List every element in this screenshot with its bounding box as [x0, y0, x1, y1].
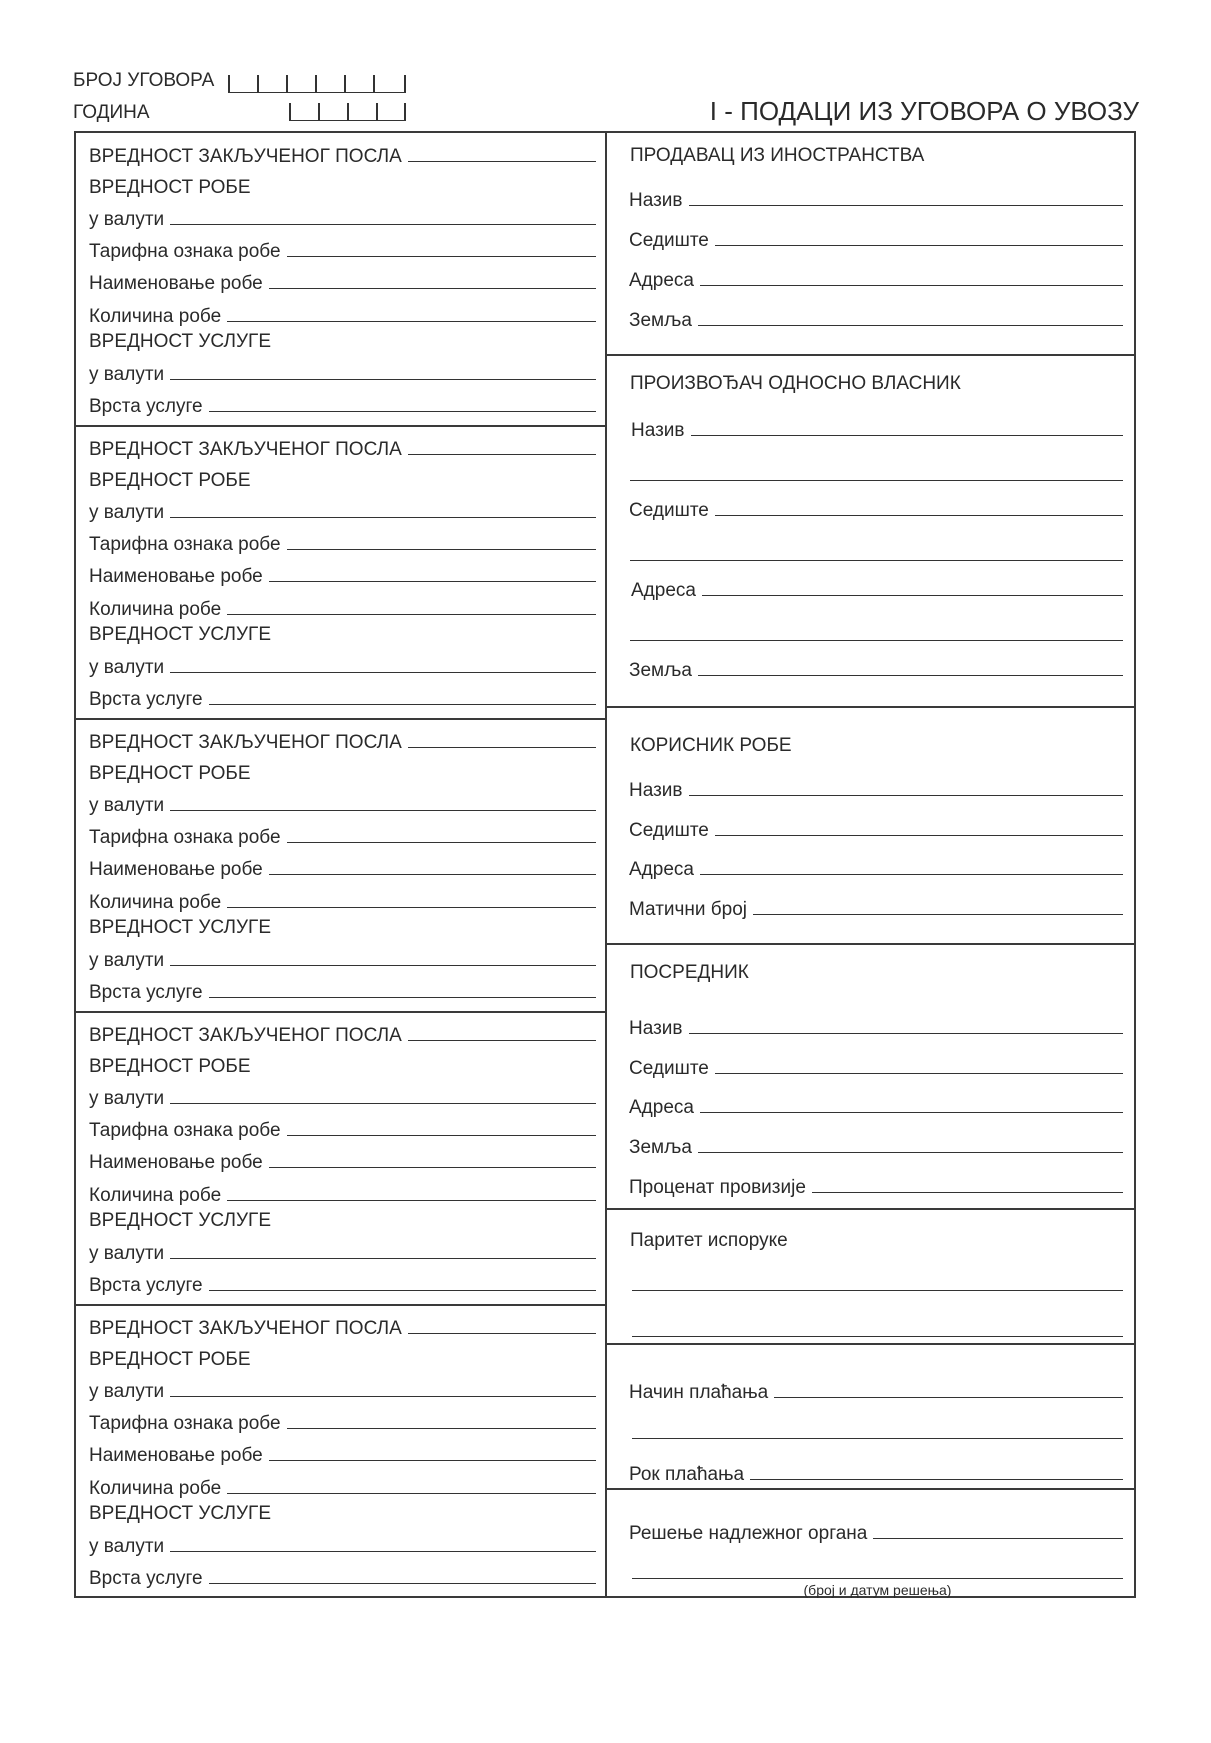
service-value-heading: ВРЕДНОСТ УСЛУГЕ: [89, 331, 272, 352]
delivery-parity-line-1[interactable]: [632, 1290, 1123, 1291]
service-currency-field[interactable]: у валути: [89, 1243, 596, 1265]
block-separator: [74, 1011, 606, 1013]
authority-decision-line-2[interactable]: [632, 1578, 1123, 1579]
contract-value-field[interactable]: ВРЕДНОСТ ЗАКЉУЧЕНОГ ПОСЛА: [89, 439, 596, 461]
seller-heading: ПРОДАВАЦ ИЗ ИНОСТРАНСТВА: [630, 145, 925, 166]
user-heading: КОРИСНИК РОБЕ: [630, 735, 792, 756]
year-boxes[interactable]: [289, 103, 406, 121]
service-type-field[interactable]: Врста услуге: [89, 396, 596, 418]
section-separator: [606, 943, 1136, 945]
tariff-code-field[interactable]: Тарифна ознака робе: [89, 534, 596, 556]
service-value-heading: ВРЕДНОСТ УСЛУГЕ: [89, 624, 272, 645]
broker-country-field[interactable]: Земља: [629, 1137, 1123, 1159]
decision-caption: (број и датум решења): [803, 1582, 952, 1598]
section-separator: [606, 354, 1136, 356]
tariff-code-field[interactable]: Тарифна ознака робе: [89, 1413, 596, 1435]
user-seat-field[interactable]: Седиште: [629, 820, 1123, 842]
service-type-field[interactable]: Врста услуге: [89, 689, 596, 711]
goods-value-heading: ВРЕДНОСТ РОБЕ: [89, 763, 251, 784]
goods-currency-field[interactable]: у валути: [89, 795, 596, 817]
seller-name-field[interactable]: Назив: [629, 190, 1123, 212]
goods-quantity-field[interactable]: Количина робе: [89, 1478, 596, 1500]
producer-heading: ПРОИЗВОЂАЧ ОДНОСНО ВЛАСНИК: [630, 373, 961, 394]
service-type-field[interactable]: Врста услуге: [89, 982, 596, 1004]
goods-value-heading: ВРЕДНОСТ РОБЕ: [89, 470, 251, 491]
broker-seat-field[interactable]: Седиште: [629, 1058, 1123, 1080]
section-separator: [606, 706, 1136, 708]
section-separator: [606, 1488, 1136, 1490]
producer-country-field[interactable]: Земља: [629, 660, 1123, 682]
user-address-field[interactable]: Адреса: [629, 859, 1123, 881]
user-reg-number-field[interactable]: Матични број: [629, 899, 1123, 921]
goods-currency-field[interactable]: у валути: [89, 502, 596, 524]
payment-term-field[interactable]: Рок плаћања: [629, 1464, 1123, 1486]
service-type-field[interactable]: Врста услуге: [89, 1275, 596, 1297]
tariff-code-field[interactable]: Тарифна ознака робе: [89, 241, 596, 263]
broker-address-field[interactable]: Адреса: [629, 1097, 1123, 1119]
goods-name-field[interactable]: Наименовање робе: [89, 273, 596, 295]
goods-value-heading: ВРЕДНОСТ РОБЕ: [89, 1349, 251, 1370]
goods-name-field[interactable]: Наименовање робе: [89, 859, 596, 881]
seller-address-field[interactable]: Адреса: [629, 270, 1123, 292]
payment-method-line-2[interactable]: [632, 1438, 1123, 1439]
goods-name-field[interactable]: Наименовање робе: [89, 1445, 596, 1467]
producer-address-line-2[interactable]: [630, 640, 1123, 641]
producer-name-line-2[interactable]: [630, 480, 1123, 481]
goods-value-heading: ВРЕДНОСТ РОБЕ: [89, 1056, 251, 1077]
authority-decision-field[interactable]: Решење надлежног органа: [629, 1523, 1123, 1545]
column-divider: [605, 131, 607, 1598]
service-currency-field[interactable]: у валути: [89, 1536, 596, 1558]
tariff-code-field[interactable]: Тарифна ознака робе: [89, 827, 596, 849]
service-value-heading: ВРЕДНОСТ УСЛУГЕ: [89, 1503, 272, 1524]
goods-quantity-field[interactable]: Количина робе: [89, 306, 596, 328]
contract-value-field[interactable]: ВРЕДНОСТ ЗАКЉУЧЕНОГ ПОСЛА: [89, 1318, 596, 1340]
contract-value-field[interactable]: ВРЕДНОСТ ЗАКЉУЧЕНОГ ПОСЛА: [89, 732, 596, 754]
user-name-field[interactable]: Назив: [629, 780, 1123, 802]
service-currency-field[interactable]: у валути: [89, 364, 596, 386]
service-type-field[interactable]: Врста услуге: [89, 1568, 596, 1590]
goods-currency-field[interactable]: у валути: [89, 1381, 596, 1403]
service-value-heading: ВРЕДНОСТ УСЛУГЕ: [89, 1210, 272, 1231]
goods-name-field[interactable]: Наименовање робе: [89, 566, 596, 588]
year-label: ГОДИНА: [73, 102, 150, 123]
goods-quantity-field[interactable]: Количина робе: [89, 1185, 596, 1207]
producer-seat-field[interactable]: Седиште: [629, 500, 1123, 522]
contract-value-field[interactable]: ВРЕДНОСТ ЗАКЉУЧЕНОГ ПОСЛА: [89, 1025, 596, 1047]
goods-name-field[interactable]: Наименовање робе: [89, 1152, 596, 1174]
block-separator: [74, 718, 606, 720]
goods-value-heading: ВРЕДНОСТ РОБЕ: [89, 177, 251, 198]
contract-number-boxes[interactable]: [228, 75, 406, 93]
payment-method-field[interactable]: Начин плаћања: [629, 1382, 1123, 1404]
producer-seat-line-2[interactable]: [630, 560, 1123, 561]
delivery-parity-line-2[interactable]: [632, 1336, 1123, 1337]
delivery-parity-label: Паритет испоруке: [630, 1230, 788, 1251]
seller-seat-field[interactable]: Седиште: [629, 230, 1123, 252]
goods-quantity-field[interactable]: Количина робе: [89, 892, 596, 914]
goods-currency-field[interactable]: у валути: [89, 209, 596, 231]
block-separator: [74, 1304, 606, 1306]
block-separator: [74, 425, 606, 427]
producer-name-field[interactable]: Назив: [631, 420, 1123, 442]
service-currency-field[interactable]: у валути: [89, 657, 596, 679]
contract-number-label: БРОЈ УГОВОРА: [73, 70, 215, 91]
section-separator: [606, 1343, 1136, 1345]
producer-address-field[interactable]: Адреса: [631, 580, 1123, 602]
broker-heading: ПОСРЕДНИК: [630, 962, 749, 983]
page-title: I - ПОДАЦИ ИЗ УГОВОРА О УВОЗУ: [709, 96, 1139, 126]
service-currency-field[interactable]: у валути: [89, 950, 596, 972]
seller-country-field[interactable]: Земља: [629, 310, 1123, 332]
tariff-code-field[interactable]: Тарифна ознака робе: [89, 1120, 596, 1142]
contract-value-field[interactable]: ВРЕДНОСТ ЗАКЉУЧЕНОГ ПОСЛА: [89, 146, 596, 168]
goods-currency-field[interactable]: у валути: [89, 1088, 596, 1110]
broker-name-field[interactable]: Назив: [629, 1018, 1123, 1040]
goods-quantity-field[interactable]: Количина робе: [89, 599, 596, 621]
broker-commission-field[interactable]: Проценат провизије: [629, 1177, 1123, 1199]
service-value-heading: ВРЕДНОСТ УСЛУГЕ: [89, 917, 272, 938]
section-separator: [606, 1208, 1136, 1210]
